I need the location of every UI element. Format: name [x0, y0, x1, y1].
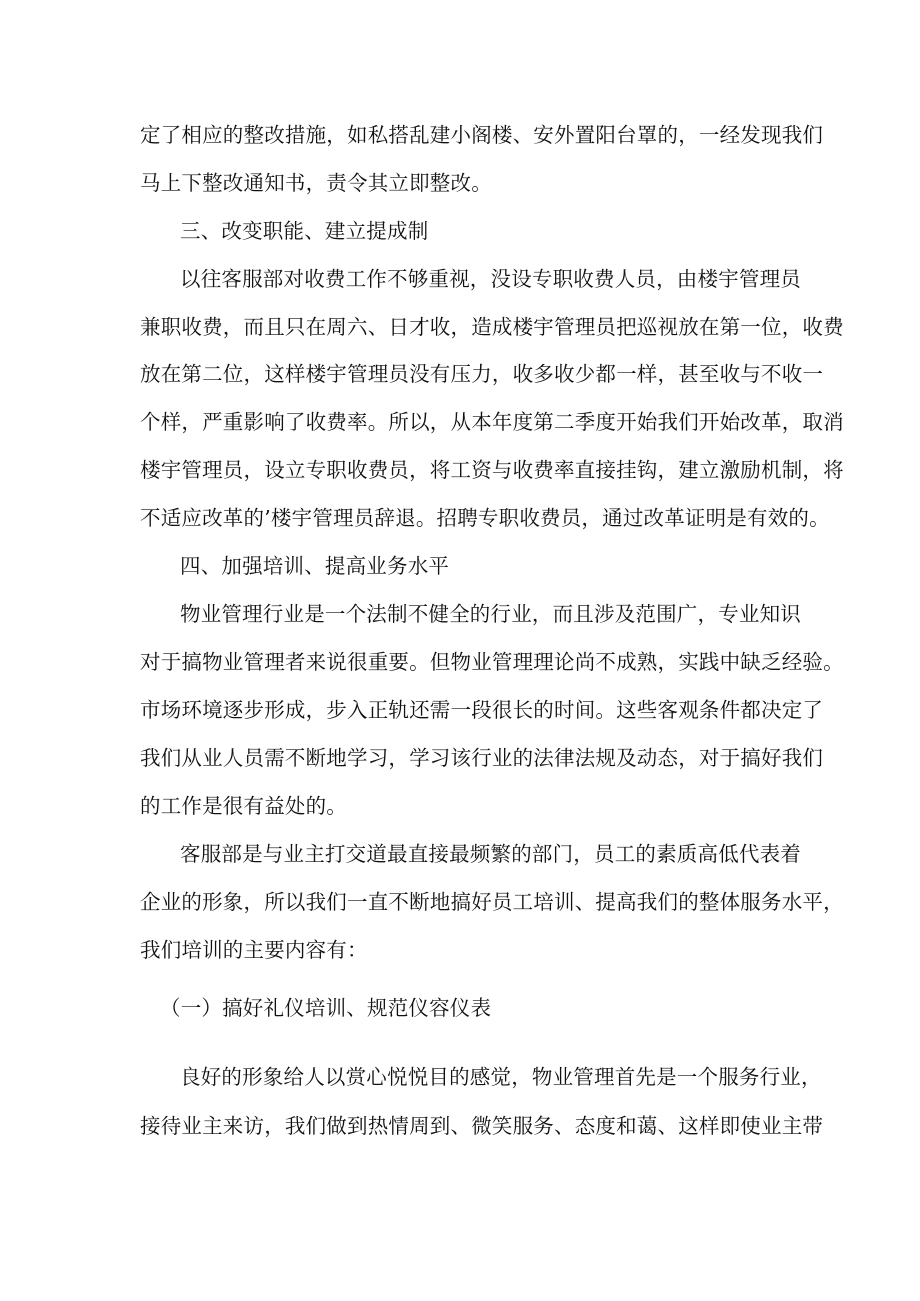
paragraph-line: 物业管理行业是一个法制不健全的行业，而且涉及范围广，专业知识 — [180, 602, 801, 626]
paragraph-line: 市场环境逐步形成，步入正轨还需一段很长的时间。这些客观条件都决定了 — [140, 698, 824, 722]
paragraph-line: 个样，严重影响了收费率。所以，从本年度第二季度开始我们开始改革，取消 — [140, 410, 844, 434]
subsection-heading: （一）搞好礼仪培训、规范仪容仪表 — [160, 996, 492, 1020]
paragraph-line: 客服部是与业主打交道最直接最频繁的部门，员工的素质高低代表着 — [180, 842, 801, 866]
paragraph-line: 不适应改革的’楼宇管理员辞退。招聘专职收费员，通过改革证明是有效的。 — [140, 506, 830, 530]
paragraph-line: 定了相应的整改措施，如私搭乱建小阁楼、安外置阳台罩的，一经发现我们 — [140, 123, 824, 147]
paragraph-line: 放在第二位，这样楼宇管理员没有压力，收多收少都一样，甚至收与不收一 — [140, 362, 824, 386]
paragraph-line: 对于搞物业管理者来说很重要。但物业管理理论尚不成熟，实践中缺乏经验。 — [140, 650, 844, 674]
paragraph-line: 兼职收费，而且只在周六、日才收，造成楼宇管理员把巡视放在第一位，收费 — [140, 315, 844, 339]
paragraph-line: 我们从业人员需不断地学习，学习该行业的法律法规及动态，对于搞好我们 — [140, 746, 824, 770]
paragraph-line: 以往客服部对收费工作不够重视，没设专职收费人员，由楼宇管理员 — [180, 267, 801, 291]
paragraph-line: 马上下整改通知书，责令其立即整改。 — [140, 171, 492, 195]
paragraph-line: 楼宇管理员，设立专职收费员，将工资与收费率直接挂钩，建立激励机制，将 — [140, 458, 844, 482]
paragraph-line: 接待业主来访，我们做到热情周到、微笑服务、态度和蔼、这样即使业主带 — [140, 1114, 824, 1138]
section-heading: 四、加强培训、提高业务水平 — [180, 554, 450, 578]
section-heading: 三、改变职能、建立提成制 — [180, 219, 429, 243]
paragraph-line: 良好的形象给人以赏心悦悦目的感觉，物业管理首先是一个服务行业， — [180, 1065, 822, 1089]
paragraph-line: 的工作是很有益处的。 — [140, 794, 347, 818]
paragraph-line: 企业的形象，所以我们一直不断地搞好员工培训、提高我们的整体服务水平， — [140, 890, 844, 914]
paragraph-line: 我们培训的主要内容有： — [140, 938, 368, 962]
